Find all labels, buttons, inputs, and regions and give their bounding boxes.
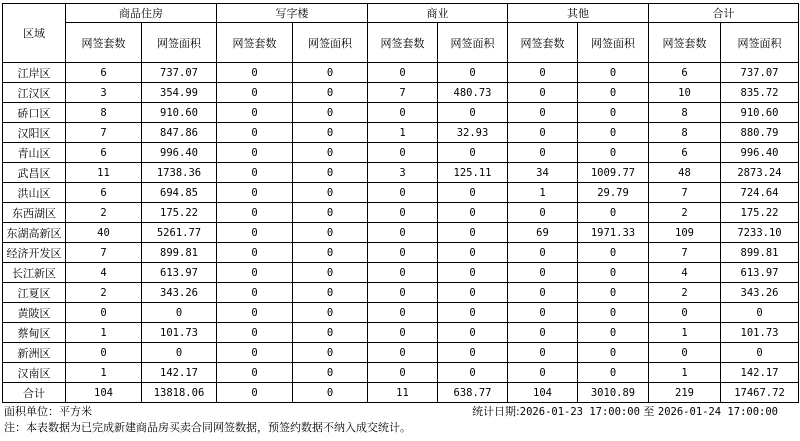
cell-office-area: 0 bbox=[293, 83, 368, 103]
cell-commercial-area: 0 bbox=[438, 363, 508, 383]
cell-other-area: 0 bbox=[578, 123, 649, 143]
cell-other-count: 0 bbox=[508, 323, 578, 343]
transaction-table bbox=[2, 3, 799, 403]
table-row bbox=[3, 83, 799, 103]
group-header-other: 其他 bbox=[508, 4, 649, 23]
cell-residential-count: 2 bbox=[66, 203, 142, 223]
cell-residential-area: 996.40 bbox=[142, 143, 217, 163]
cell-office-count: 0 bbox=[217, 363, 293, 383]
cell-total-area: 2873.24 bbox=[721, 163, 799, 183]
cell-total-area: 175.22 bbox=[721, 203, 799, 223]
cell-total-count: 7 bbox=[649, 243, 721, 263]
cell-residential-count: 1 bbox=[66, 323, 142, 343]
cell-commercial-area: 32.93 bbox=[438, 123, 508, 143]
table-row bbox=[3, 303, 799, 323]
cell-office-area: 0 bbox=[293, 283, 368, 303]
cell-residential-area: 847.86 bbox=[142, 123, 217, 143]
cell-office-area: 0 bbox=[293, 63, 368, 83]
group-header-office: 写字楼 bbox=[217, 4, 368, 23]
cell-other-area: 3010.89 bbox=[578, 383, 649, 403]
table-row bbox=[3, 123, 799, 143]
cell-total-area: 724.64 bbox=[721, 183, 799, 203]
cell-residential-area: 694.85 bbox=[142, 183, 217, 203]
cell-region: 汉阳区 bbox=[3, 123, 66, 143]
table-row bbox=[3, 243, 799, 263]
cell-residential-area: 899.81 bbox=[142, 243, 217, 263]
cell-total-count: 109 bbox=[649, 223, 721, 243]
cell-office-count: 0 bbox=[217, 143, 293, 163]
cell-total-count: 4 bbox=[649, 263, 721, 283]
cell-residential-area: 737.07 bbox=[142, 63, 217, 83]
group-header-commercial: 商业 bbox=[368, 4, 508, 23]
cell-commercial-area: 0 bbox=[438, 63, 508, 83]
cell-office-count: 0 bbox=[217, 123, 293, 143]
cell-office-area: 0 bbox=[293, 323, 368, 343]
cell-commercial-count: 0 bbox=[368, 263, 438, 283]
cell-residential-count: 0 bbox=[66, 303, 142, 323]
cell-total-count: 6 bbox=[649, 143, 721, 163]
cell-residential-count: 6 bbox=[66, 143, 142, 163]
cell-commercial-count: 11 bbox=[368, 383, 438, 403]
table-row bbox=[3, 383, 799, 403]
table-row bbox=[3, 63, 799, 83]
cell-other-area: 0 bbox=[578, 83, 649, 103]
group-header-row bbox=[3, 4, 799, 23]
cell-commercial-count: 3 bbox=[368, 163, 438, 183]
cell-commercial-count: 0 bbox=[368, 323, 438, 343]
table-row bbox=[3, 143, 799, 163]
table-row bbox=[3, 263, 799, 283]
cell-office-count: 0 bbox=[217, 323, 293, 343]
sub-header-area: 网签面积 bbox=[293, 23, 368, 63]
cell-region: 东湖高新区 bbox=[3, 223, 66, 243]
cell-office-count: 0 bbox=[217, 283, 293, 303]
cell-other-count: 0 bbox=[508, 283, 578, 303]
table-row bbox=[3, 363, 799, 383]
cell-office-area: 0 bbox=[293, 363, 368, 383]
cell-commercial-area: 0 bbox=[438, 223, 508, 243]
cell-commercial-area: 0 bbox=[438, 263, 508, 283]
stat-date bbox=[472, 403, 778, 419]
cell-residential-area: 175.22 bbox=[142, 203, 217, 223]
sub-header-row bbox=[3, 23, 799, 63]
cell-office-area: 0 bbox=[293, 143, 368, 163]
cell-other-area: 0 bbox=[578, 323, 649, 343]
cell-total-count: 2 bbox=[649, 203, 721, 223]
sub-header-count: 网签套数 bbox=[508, 23, 578, 63]
cell-commercial-area: 0 bbox=[438, 183, 508, 203]
cell-commercial-area: 0 bbox=[438, 103, 508, 123]
cell-other-area: 0 bbox=[578, 263, 649, 283]
cell-commercial-area: 0 bbox=[438, 203, 508, 223]
sub-header-area: 网签面积 bbox=[438, 23, 508, 63]
cell-residential-count: 6 bbox=[66, 63, 142, 83]
cell-region: 汉南区 bbox=[3, 363, 66, 383]
cell-office-area: 0 bbox=[293, 343, 368, 363]
cell-other-area: 0 bbox=[578, 363, 649, 383]
cell-office-area: 0 bbox=[293, 163, 368, 183]
cell-residential-area: 910.60 bbox=[142, 103, 217, 123]
cell-commercial-count: 0 bbox=[368, 103, 438, 123]
cell-commercial-count: 0 bbox=[368, 243, 438, 263]
cell-region: 蔡甸区 bbox=[3, 323, 66, 343]
sub-header-area: 网签面积 bbox=[142, 23, 217, 63]
cell-office-count: 0 bbox=[217, 303, 293, 323]
cell-residential-area: 142.17 bbox=[142, 363, 217, 383]
cell-residential-area: 5261.77 bbox=[142, 223, 217, 243]
cell-commercial-count: 0 bbox=[368, 143, 438, 163]
cell-other-count: 0 bbox=[508, 83, 578, 103]
cell-office-area: 0 bbox=[293, 103, 368, 123]
cell-residential-count: 104 bbox=[66, 383, 142, 403]
cell-other-area: 0 bbox=[578, 63, 649, 83]
cell-office-area: 0 bbox=[293, 183, 368, 203]
table-row bbox=[3, 103, 799, 123]
cell-region: 洪山区 bbox=[3, 183, 66, 203]
cell-residential-count: 7 bbox=[66, 123, 142, 143]
stat-date-prefix: 统计日期: bbox=[472, 405, 520, 418]
cell-other-count: 104 bbox=[508, 383, 578, 403]
cell-total-count: 48 bbox=[649, 163, 721, 183]
cell-residential-count: 7 bbox=[66, 243, 142, 263]
cell-total-area: 17467.72 bbox=[721, 383, 799, 403]
cell-commercial-count: 0 bbox=[368, 283, 438, 303]
cell-commercial-area: 0 bbox=[438, 343, 508, 363]
table-body bbox=[3, 63, 799, 403]
cell-other-area: 0 bbox=[578, 203, 649, 223]
cell-residential-count: 0 bbox=[66, 343, 142, 363]
cell-office-area: 0 bbox=[293, 123, 368, 143]
cell-region: 江夏区 bbox=[3, 283, 66, 303]
cell-total-count: 0 bbox=[649, 303, 721, 323]
cell-region: 江岸区 bbox=[3, 63, 66, 83]
cell-residential-count: 6 bbox=[66, 183, 142, 203]
cell-total-area: 910.60 bbox=[721, 103, 799, 123]
footnote: 注：本表数据为已完成新建商品房买卖合同网签数据，预签约数据不纳入成交统计。 bbox=[4, 421, 411, 434]
cell-other-count: 34 bbox=[508, 163, 578, 183]
stat-date-end: 2026-01-24 17:00:00 bbox=[657, 406, 778, 418]
cell-office-count: 0 bbox=[217, 83, 293, 103]
footer-row bbox=[2, 403, 798, 418]
cell-residential-area: 1738.36 bbox=[142, 163, 217, 183]
cell-total-count: 8 bbox=[649, 103, 721, 123]
table-row bbox=[3, 203, 799, 223]
cell-commercial-count: 0 bbox=[368, 223, 438, 243]
table-row bbox=[3, 223, 799, 243]
cell-other-area: 0 bbox=[578, 303, 649, 323]
cell-office-count: 0 bbox=[217, 63, 293, 83]
cell-residential-area: 0 bbox=[142, 343, 217, 363]
cell-residential-count: 8 bbox=[66, 103, 142, 123]
group-header-residential: 商品住房 bbox=[66, 4, 217, 23]
cell-residential-area: 354.99 bbox=[142, 83, 217, 103]
cell-other-count: 0 bbox=[508, 203, 578, 223]
cell-region: 东西湖区 bbox=[3, 203, 66, 223]
cell-total-area: 142.17 bbox=[721, 363, 799, 383]
unit-label: 面积单位：平方米 bbox=[4, 405, 92, 418]
cell-residential-area: 343.26 bbox=[142, 283, 217, 303]
cell-office-count: 0 bbox=[217, 383, 293, 403]
cell-commercial-count: 0 bbox=[368, 63, 438, 83]
cell-total-count: 6 bbox=[649, 63, 721, 83]
cell-region: 青山区 bbox=[3, 143, 66, 163]
cell-residential-count: 2 bbox=[66, 283, 142, 303]
cell-region: 硚口区 bbox=[3, 103, 66, 123]
cell-total-area: 613.97 bbox=[721, 263, 799, 283]
cell-residential-area: 13818.06 bbox=[142, 383, 217, 403]
cell-office-count: 0 bbox=[217, 203, 293, 223]
sub-header-count: 网签套数 bbox=[66, 23, 142, 63]
cell-region: 黄陂区 bbox=[3, 303, 66, 323]
cell-commercial-count: 0 bbox=[368, 343, 438, 363]
cell-total-area: 880.79 bbox=[721, 123, 799, 143]
table-row bbox=[3, 343, 799, 363]
cell-commercial-count: 0 bbox=[368, 303, 438, 323]
cell-other-count: 0 bbox=[508, 123, 578, 143]
cell-total-area: 835.72 bbox=[721, 83, 799, 103]
cell-region: 长江新区 bbox=[3, 263, 66, 283]
cell-office-count: 0 bbox=[217, 163, 293, 183]
cell-region: 经济开发区 bbox=[3, 243, 66, 263]
cell-commercial-count: 7 bbox=[368, 83, 438, 103]
cell-commercial-area: 0 bbox=[438, 303, 508, 323]
cell-other-count: 0 bbox=[508, 263, 578, 283]
cell-other-count: 1 bbox=[508, 183, 578, 203]
cell-commercial-area: 0 bbox=[438, 283, 508, 303]
cell-commercial-count: 0 bbox=[368, 203, 438, 223]
cell-total-area: 0 bbox=[721, 303, 799, 323]
cell-total-count: 0 bbox=[649, 343, 721, 363]
cell-office-area: 0 bbox=[293, 383, 368, 403]
cell-commercial-area: 0 bbox=[438, 143, 508, 163]
cell-other-area: 29.79 bbox=[578, 183, 649, 203]
cell-other-count: 69 bbox=[508, 223, 578, 243]
cell-total-count: 10 bbox=[649, 83, 721, 103]
sub-header-area: 网签面积 bbox=[721, 23, 799, 63]
cell-other-area: 1009.77 bbox=[578, 163, 649, 183]
cell-other-area: 0 bbox=[578, 283, 649, 303]
cell-other-area: 0 bbox=[578, 103, 649, 123]
cell-total-area: 101.73 bbox=[721, 323, 799, 343]
cell-other-count: 0 bbox=[508, 243, 578, 263]
sub-header-count: 网签套数 bbox=[368, 23, 438, 63]
cell-residential-count: 1 bbox=[66, 363, 142, 383]
cell-total-count: 219 bbox=[649, 383, 721, 403]
cell-total-area: 7233.10 bbox=[721, 223, 799, 243]
cell-other-count: 0 bbox=[508, 143, 578, 163]
cell-region: 武昌区 bbox=[3, 163, 66, 183]
stat-date-to: 至 bbox=[643, 405, 655, 418]
table-row bbox=[3, 323, 799, 343]
sub-header-count: 网签套数 bbox=[649, 23, 721, 63]
sub-header-count: 网签套数 bbox=[217, 23, 293, 63]
cell-office-count: 0 bbox=[217, 243, 293, 263]
cell-office-count: 0 bbox=[217, 343, 293, 363]
cell-other-count: 0 bbox=[508, 103, 578, 123]
cell-residential-count: 40 bbox=[66, 223, 142, 243]
cell-other-count: 0 bbox=[508, 63, 578, 83]
cell-total-area: 737.07 bbox=[721, 63, 799, 83]
cell-residential-area: 0 bbox=[142, 303, 217, 323]
group-header-total: 合计 bbox=[649, 4, 799, 23]
note-row bbox=[2, 419, 798, 434]
cell-commercial-count: 0 bbox=[368, 183, 438, 203]
region-header: 区域 bbox=[3, 4, 66, 63]
cell-other-count: 0 bbox=[508, 303, 578, 323]
table-row bbox=[3, 283, 799, 303]
cell-office-area: 0 bbox=[293, 223, 368, 243]
cell-total-area: 899.81 bbox=[721, 243, 799, 263]
cell-total-area: 343.26 bbox=[721, 283, 799, 303]
cell-other-area: 0 bbox=[578, 243, 649, 263]
cell-total-count: 1 bbox=[649, 323, 721, 343]
cell-region: 合计 bbox=[3, 383, 66, 403]
cell-office-count: 0 bbox=[217, 263, 293, 283]
cell-commercial-area: 638.77 bbox=[438, 383, 508, 403]
cell-residential-area: 613.97 bbox=[142, 263, 217, 283]
cell-other-count: 0 bbox=[508, 363, 578, 383]
cell-other-area: 1971.33 bbox=[578, 223, 649, 243]
cell-total-count: 1 bbox=[649, 363, 721, 383]
cell-office-count: 0 bbox=[217, 183, 293, 203]
cell-commercial-area: 0 bbox=[438, 323, 508, 343]
stat-date-start: 2026-01-23 17:00:00 bbox=[519, 406, 640, 418]
cell-commercial-area: 480.73 bbox=[438, 83, 508, 103]
cell-residential-count: 4 bbox=[66, 263, 142, 283]
cell-other-count: 0 bbox=[508, 343, 578, 363]
cell-other-area: 0 bbox=[578, 343, 649, 363]
cell-commercial-count: 0 bbox=[368, 363, 438, 383]
cell-total-area: 996.40 bbox=[721, 143, 799, 163]
cell-region: 新洲区 bbox=[3, 343, 66, 363]
cell-residential-count: 11 bbox=[66, 163, 142, 183]
cell-commercial-area: 0 bbox=[438, 243, 508, 263]
cell-total-area: 0 bbox=[721, 343, 799, 363]
cell-total-count: 7 bbox=[649, 183, 721, 203]
cell-other-area: 0 bbox=[578, 143, 649, 163]
table-row bbox=[3, 163, 799, 183]
cell-total-count: 8 bbox=[649, 123, 721, 143]
cell-office-area: 0 bbox=[293, 243, 368, 263]
cell-office-count: 0 bbox=[217, 223, 293, 243]
cell-total-count: 2 bbox=[649, 283, 721, 303]
cell-office-count: 0 bbox=[217, 103, 293, 123]
cell-residential-area: 101.73 bbox=[142, 323, 217, 343]
sub-header-area: 网签面积 bbox=[578, 23, 649, 63]
cell-office-area: 0 bbox=[293, 303, 368, 323]
cell-commercial-area: 125.11 bbox=[438, 163, 508, 183]
cell-office-area: 0 bbox=[293, 203, 368, 223]
cell-commercial-count: 1 bbox=[368, 123, 438, 143]
cell-residential-count: 3 bbox=[66, 83, 142, 103]
cell-region: 江汉区 bbox=[3, 83, 66, 103]
table-row bbox=[3, 183, 799, 203]
cell-office-area: 0 bbox=[293, 263, 368, 283]
